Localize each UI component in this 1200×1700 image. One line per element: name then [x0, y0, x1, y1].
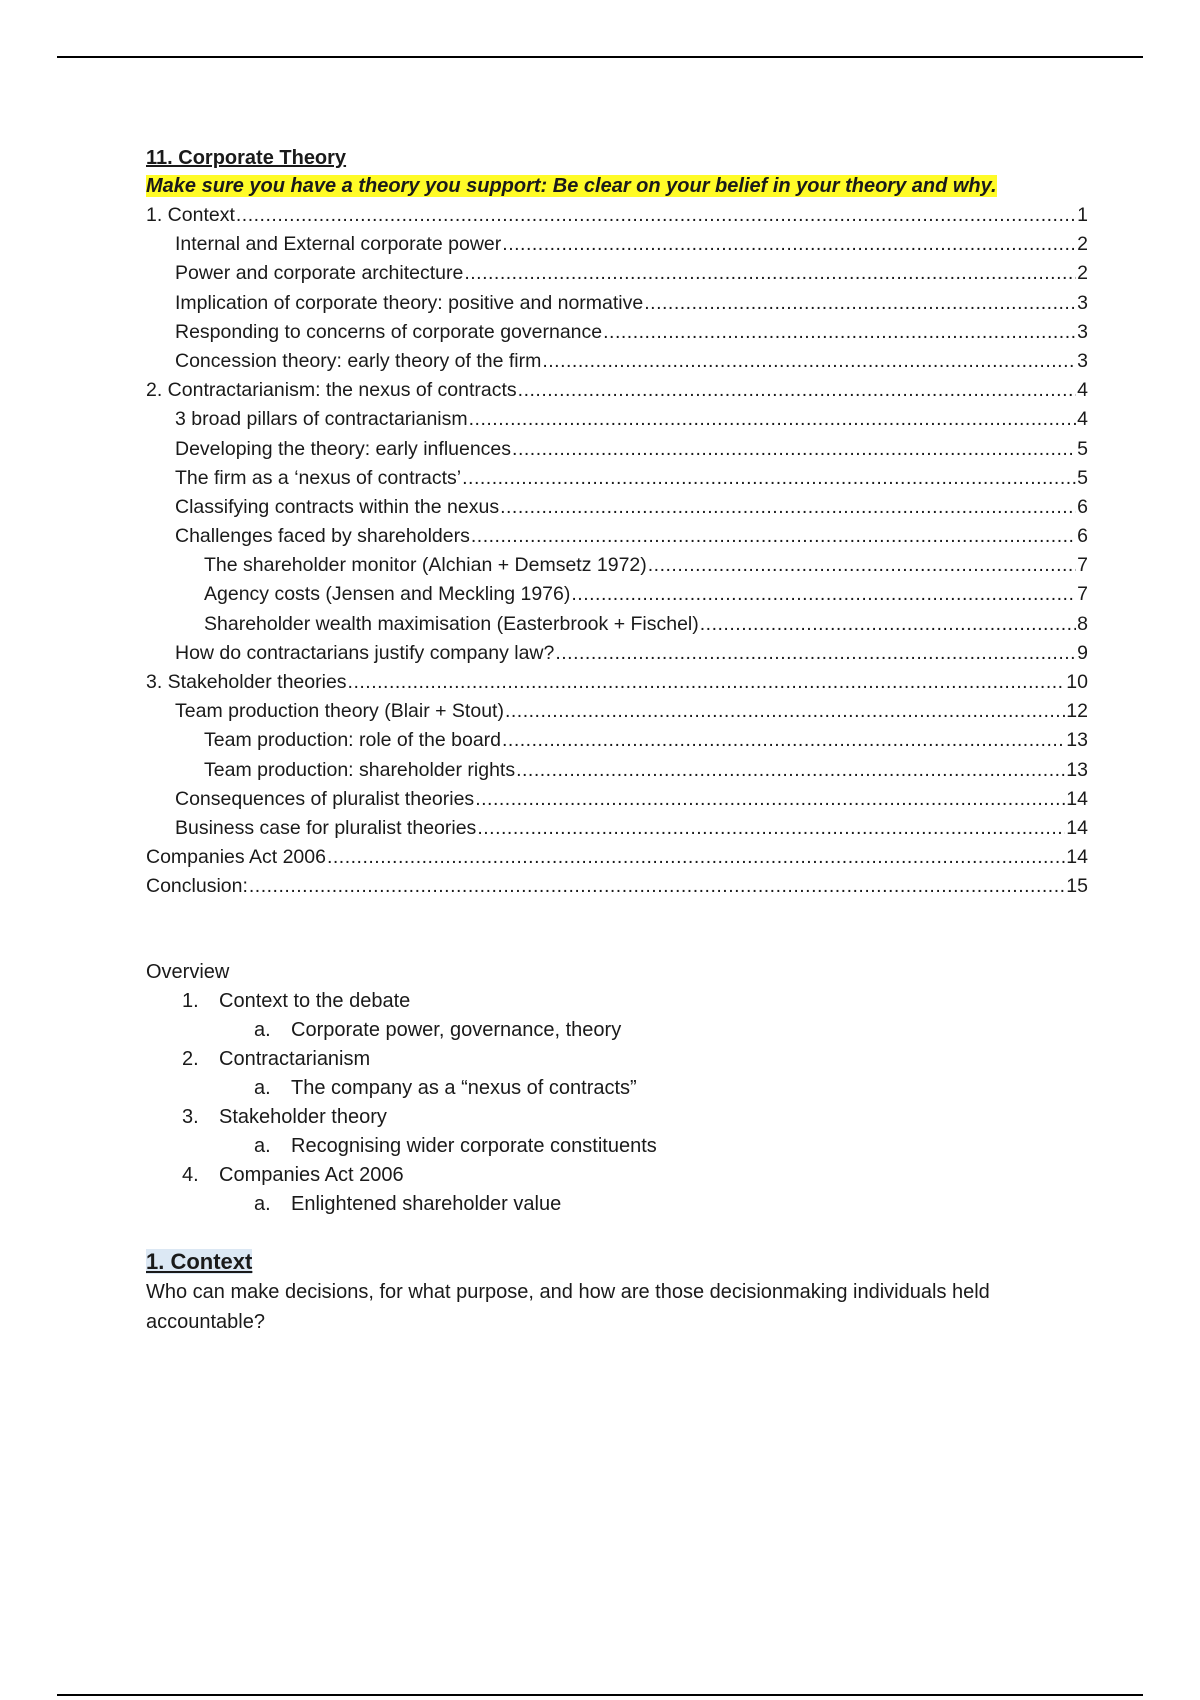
toc-entry-label: Team production: role of the board [204, 729, 502, 752]
toc-dot-leader [348, 668, 1066, 697]
toc-dot-leader [518, 376, 1076, 405]
overview-section [146, 958, 1088, 1219]
toc-entry-label: 3. Stakeholder theories [146, 671, 347, 693]
toc-entry[interactable] [146, 551, 1088, 580]
toc-entry[interactable] [146, 201, 1088, 230]
overview-item [146, 987, 1088, 1016]
toc-dot-leader [644, 289, 1076, 318]
overview-subitem [146, 1016, 1088, 1045]
toc-page-number: 7 [1077, 554, 1088, 577]
toc-entry-label: Internal and External corporate power [175, 233, 502, 256]
toc-entry-label: Team production: shareholder rights [204, 758, 516, 781]
toc-entry-label: Team production theory (Blair + Stout) [175, 700, 504, 723]
toc-page-number: 3 [1077, 320, 1088, 343]
overview-item [146, 1161, 1088, 1190]
toc-page-number: 5 [1077, 437, 1088, 460]
document-title: 11. Corporate Theory [146, 147, 347, 169]
context-section [146, 1247, 1088, 1337]
section-heading[interactable] [146, 1247, 1088, 1277]
toc-entry[interactable] [146, 697, 1088, 726]
overview-item [146, 1045, 1088, 1074]
toc-page-number: 2 [1077, 233, 1088, 256]
toc-entry-label: Shareholder wealth maximisation (Easterbrook + Fischel) [204, 612, 699, 635]
toc-entry-label: Challenges faced by shareholders [175, 525, 470, 548]
toc-entry[interactable] [146, 230, 1088, 259]
toc-entry-label: Classifying contracts within the nexus [175, 495, 500, 518]
top-rule [57, 56, 1143, 58]
toc-entry-label: Responding to concerns of corporate governance [175, 320, 603, 343]
toc-entry-label: Companies Act 2006 [146, 846, 326, 869]
overview-item-number: 4. [182, 1163, 199, 1186]
toc-dot-leader [648, 551, 1076, 580]
toc-dot-leader [542, 347, 1076, 376]
toc-dot-leader [555, 639, 1076, 668]
toc-page-number: 13 [1066, 758, 1088, 781]
overview-subitem [146, 1074, 1088, 1103]
toc-entry-label: Power and corporate architecture [175, 262, 464, 285]
overview-subitem-text: Recognising wider corporate constituents [291, 1134, 657, 1157]
toc-dot-leader [327, 843, 1065, 872]
overview-item-text: Companies Act 2006 [219, 1163, 404, 1186]
toc-dot-leader [603, 318, 1076, 347]
toc-entry[interactable] [146, 726, 1088, 755]
toc-entry[interactable] [146, 580, 1088, 609]
section-body: Who can make decisions, for what purpose, and how are those decisionmaking individuals held accountable? [146, 1280, 990, 1333]
toc-entry[interactable] [146, 639, 1088, 668]
toc-dot-leader [249, 872, 1065, 901]
toc-entry-label: Consequences of pluralist theories [175, 787, 475, 810]
toc-page-number: 9 [1077, 641, 1088, 664]
overview-subitem-letter: a. [254, 1192, 271, 1215]
overview-subitem [146, 1190, 1088, 1219]
toc-entry[interactable] [146, 814, 1088, 843]
toc-page-number: 14 [1066, 787, 1088, 810]
highlighted-callout [146, 172, 1088, 201]
toc-entry[interactable] [146, 347, 1088, 376]
toc-dot-leader [502, 230, 1076, 259]
toc-page-number: 1 [1077, 204, 1088, 226]
toc-entry[interactable] [146, 872, 1088, 901]
page-content [146, 144, 1088, 1337]
toc-entry[interactable] [146, 668, 1088, 697]
toc-page-number: 5 [1077, 466, 1088, 489]
toc-page-number: 2 [1077, 262, 1088, 285]
overview-item-text: Stakeholder theory [219, 1105, 387, 1128]
toc-entry-label: 1. Context [146, 204, 235, 226]
table-of-contents [146, 201, 1088, 902]
toc-dot-leader [502, 726, 1065, 755]
overview-subitem-letter: a. [254, 1018, 271, 1041]
toc-page-number: 6 [1077, 495, 1088, 518]
toc-entry[interactable] [146, 405, 1088, 434]
toc-dot-leader [571, 580, 1076, 609]
callout-text: Make sure you have a theory you support: Be clear on your belief in your theory and why. [146, 175, 997, 197]
toc-page-number: 4 [1077, 408, 1088, 431]
toc-dot-leader [477, 814, 1065, 843]
toc-page-number: 8 [1077, 612, 1088, 635]
toc-entry-label: Implication of corporate theory: positive and normative [175, 291, 644, 314]
toc-dot-leader [512, 435, 1076, 464]
toc-entry[interactable] [146, 493, 1088, 522]
overview-heading: Overview [146, 960, 230, 983]
overview-subitem-text: Enlightened shareholder value [291, 1192, 562, 1215]
toc-dot-leader [464, 259, 1076, 288]
toc-entry-label: Agency costs (Jensen and Meckling 1976) [204, 583, 571, 606]
overview-item-number: 2. [182, 1047, 199, 1070]
toc-entry[interactable] [146, 756, 1088, 785]
toc-dot-leader [500, 493, 1076, 522]
toc-entry-label: Developing the theory: early influences [175, 437, 512, 460]
toc-entry-label: 3 broad pillars of contractarianism [175, 408, 468, 431]
toc-entry-label: How do contractarians justify company law? [175, 641, 555, 664]
toc-page-number: 3 [1077, 291, 1088, 314]
toc-page-number: 3 [1077, 349, 1088, 372]
toc-entry-label: The firm as a ‘nexus of contracts’ [175, 466, 462, 489]
toc-page-number: 15 [1066, 875, 1088, 898]
toc-entry-label: The shareholder monitor (Alchian + Demsetz 1972) [204, 554, 647, 577]
overview-subitem [146, 1132, 1088, 1161]
overview-list [146, 987, 1088, 1219]
toc-entry[interactable] [146, 522, 1088, 551]
toc-page-number: 13 [1066, 729, 1088, 752]
overview-item-text: Context to the debate [219, 989, 411, 1012]
overview-subitem-letter: a. [254, 1076, 271, 1099]
toc-dot-leader [236, 201, 1076, 230]
toc-dot-leader [700, 610, 1076, 639]
toc-entry[interactable] [146, 318, 1088, 347]
toc-dot-leader [505, 697, 1065, 726]
overview-item [146, 1103, 1088, 1132]
toc-page-number: 12 [1066, 700, 1088, 723]
toc-entry[interactable] [146, 785, 1088, 814]
toc-entry[interactable] [146, 289, 1088, 318]
toc-entry[interactable] [146, 435, 1088, 464]
toc-entry[interactable] [146, 843, 1088, 872]
overview-item-number: 3. [182, 1105, 199, 1128]
toc-entry-label: Business case for pluralist theories [175, 816, 477, 839]
toc-page-number: 4 [1077, 379, 1088, 402]
toc-page-number: 10 [1066, 671, 1088, 693]
toc-page-number: 14 [1066, 816, 1088, 839]
toc-entry[interactable] [146, 259, 1088, 288]
toc-page-number: 6 [1077, 525, 1088, 548]
toc-dot-leader [469, 405, 1077, 434]
overview-item-text: Contractarianism [219, 1047, 371, 1070]
section-heading-text: 1. Context [146, 1248, 253, 1274]
toc-dot-leader [462, 464, 1076, 493]
toc-dot-leader [475, 785, 1065, 814]
toc-page-number: 14 [1066, 846, 1088, 869]
toc-entry-label: Conclusion: [146, 875, 248, 898]
toc-entry-label: Concession theory: early theory of the firm [175, 349, 542, 372]
bottom-rule [57, 1694, 1143, 1696]
toc-entry[interactable] [146, 376, 1088, 405]
toc-dot-leader [471, 522, 1076, 551]
toc-entry[interactable] [146, 610, 1088, 639]
toc-entry-label: 2. Contractarianism: the nexus of contracts [146, 379, 517, 402]
overview-item-number: 1. [182, 989, 199, 1012]
toc-entry[interactable] [146, 464, 1088, 493]
toc-dot-leader [516, 756, 1065, 785]
overview-subitem-text: Corporate power, governance, theory [291, 1018, 622, 1041]
overview-subitem-text: The company as a “nexus of contracts” [291, 1076, 637, 1099]
toc-page-number: 7 [1077, 583, 1088, 606]
overview-subitem-letter: a. [254, 1134, 271, 1157]
